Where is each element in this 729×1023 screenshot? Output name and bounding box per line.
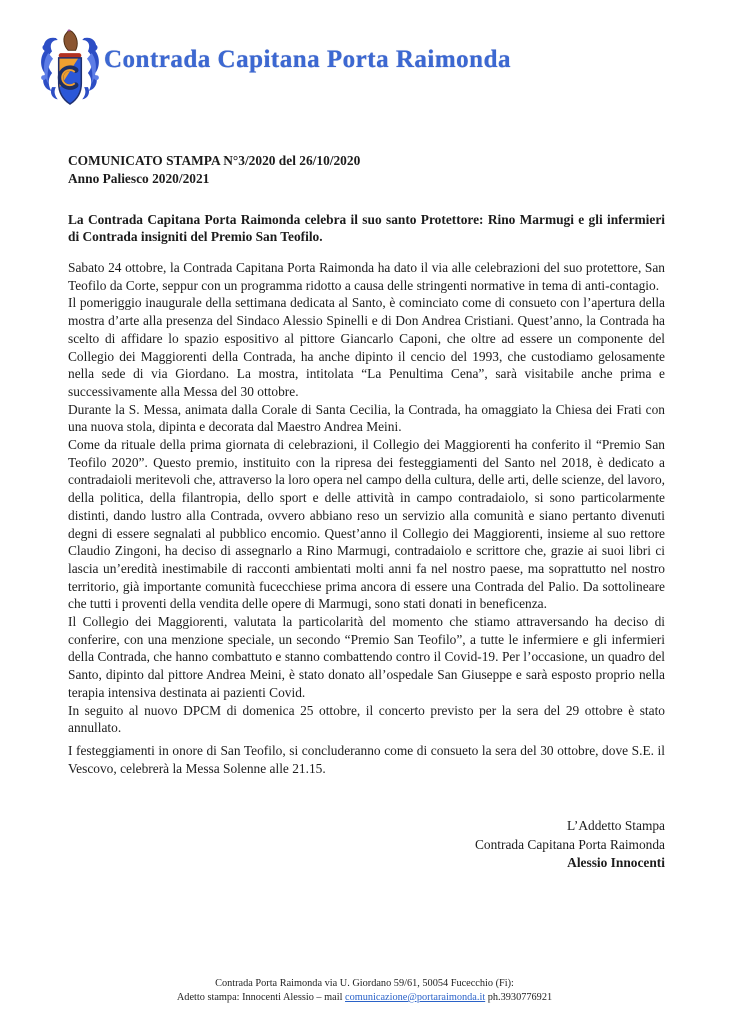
paragraph: Il pomeriggio inaugurale della settimana dedicata al Santo, è cominciato come di consueto con l’apertura della mostra d’arte alla presenza del Sindaco Alessio Spinelli e di Don Andrea Cristiani. Quest’anno, la Contrada ha scelto di affidare lo spazio espositivo al pittore Giancarlo Caponi, che oltre ad essere un componente del Collegio dei Maggiorenti della Contrada, ha anche dipinto il cencio del 1993, che custodiamo gelosamente nella sede di via Giordano. La mostra, intitolata “La Penultima Cena”, sarà visitabile anche prima e successivamente alla Messa del 30 ottobre.	[68, 295, 665, 399]
paragraph: In seguito al nuovo DPCM di domenica 25 ottobre, il concerto previsto per la sera del 29 ottobre è stato annullato.	[68, 702, 665, 736]
footer-contact-suffix: ph.3930776921	[485, 992, 553, 1003]
signature-org: Contrada Capitana Porta Raimonda	[474, 836, 665, 852]
coat-of-arms-icon	[37, 27, 103, 117]
press-release-meta	[68, 152, 665, 187]
body-text	[68, 259, 665, 777]
footer-contact-prefix: Adetto stampa: Innocenti Alessio – mail	[176, 992, 346, 1003]
signature-block	[68, 817, 665, 873]
footer-contact	[0, 991, 729, 1005]
signature-name: Alessio Innocenti	[567, 855, 665, 871]
paragraph: I festeggiamenti in onore di San Teofilo, si concluderanno come di consueto la sera del 30 ottobre, dove S.E. il Vescovo, celebrerà la Messa Solenne alle 21.15.	[68, 742, 665, 776]
signature-role: L’Addetto Stampa	[566, 818, 665, 833]
footer-address: Contrada Porta Raimonda via U. Giordano 59/61, 50054 Fucecchio (Fi):	[215, 978, 514, 989]
email-link[interactable]: comunicazione@portaraimonda.it	[345, 992, 486, 1003]
paragraph: Come da rituale della prima giornata di celebrazioni, il Collegio dei Maggiorenti ha conferito il “Premio San Teofilo 2020”. Questo premio, instituito con la ripresa dei festeggiamenti del Santo nel 2018, è dedicato a contradaioli meritevoli che, attraverso la loro opera nel campo della cultura, delle arti, delle scienze, del lavoro, della politica, della filantropia, dello sport e delle attività in campo contradaiolo, si sono particolarmente distinti, dando lustro alla Contrada, ovvero abbiano reso un servizio alla comunità e siano pertanto divenuti degni di essere segnalati al pubblico encomio. Quest’anno il Collegio dei Maggiorenti, insieme al suo rettore Claudio Zingoni, ha deciso di assegnarlo a Rino Marmugi, contradaiolo e scrittore che, grazie ai suoi libri ci lascia un’eredità inestimabile di racconti ambientati molti anni fa nel nostro paese, ma soprattutto nel nostro territorio, già importante comunità fucecchiese prima ancora di essere una Contrada del Palio. Da sottolineare che tutti i proventi della vendita delle opere di Marmugi, sono stati donati in beneficenza.	[68, 437, 665, 612]
paragraph: Sabato 24 ottobre, la Contrada Capitana Porta Raimonda ha dato il via alle celebrazioni del suo protettore, San Teofilo da Corte, seppur con un programma ridotto a causa delle stringenti normative in tema di anti-contagio.	[68, 260, 665, 293]
palio-year: Anno Paliesco 2020/2021	[68, 170, 210, 186]
paragraph: Il Collegio dei Maggiorenti, valutata la particolarità del momento che stiamo attraversando ha deciso di conferire, con una menzione speciale, un secondo “Premio San Teofilo”, a tutte le infermiere e gli infermieri della Contrada, che hanno combattuto e stanno combattendo contro il Covid-19. Per l’occasione, un quadro del Santo, dipinto dal pittore Andrea Meini, è stato donato all’ospedale San Giuseppe e sarà esposto proprio nella terapia intensiva destinata ai pazienti Covid.	[68, 614, 665, 700]
press-release-number: COMUNICATO STAMPA N°3/2020 del 26/10/2020	[68, 153, 361, 168]
footer	[0, 977, 729, 1005]
org-title: Contrada Capitana Porta Raimonda	[104, 46, 511, 73]
subject-heading: La Contrada Capitana Porta Raimonda celebra il suo santo Protettore: Rino Marmugi e gli infermieri di Contrada insigniti del Premio San Teofilo.	[68, 212, 665, 244]
paragraph: Durante la S. Messa, animata dalla Corale di Santa Cecilia, la Contrada, ha omaggiato la Chiesa dei Frati con una nuova stola, dipinta e decorata dal Maestro Andrea Meini.	[68, 401, 665, 435]
